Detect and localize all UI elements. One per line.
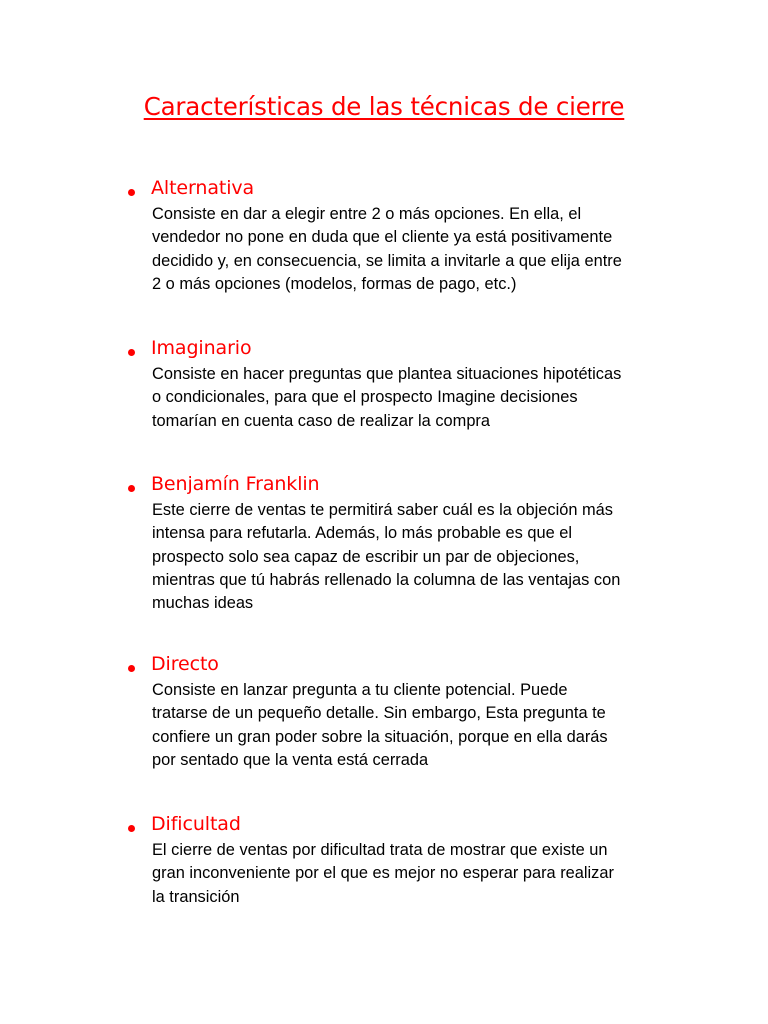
section-body: [152, 203, 672, 296]
body-line: Consiste en lanzar pregunta a tu cliente potencial. Puede: [152, 681, 568, 699]
section-body: [152, 679, 672, 772]
section-body: [152, 499, 672, 615]
body-line: El cierre de ventas por dificultad trata de mostrar que existe un: [152, 841, 608, 859]
body-line: 2 o más opciones (modelos, formas de pago, etc.): [152, 274, 517, 293]
section-heading: Alternativa: [151, 177, 255, 199]
bullet-icon: [128, 485, 135, 492]
section-body: [152, 839, 672, 909]
section-heading: Directo: [151, 653, 219, 675]
body-line: tomarían en cuenta caso de realizar la compra: [152, 411, 491, 430]
body-line: decidido y, en consecuencia, se limita a invitarle a que elija entre: [152, 251, 622, 270]
section-heading: Benjamín Franklin: [151, 473, 320, 495]
body-line: intensa para refutarla. Además, lo más probable es que el: [152, 524, 573, 543]
section-heading: Imaginario: [151, 337, 252, 359]
body-line: vendedor no pone en duda que el cliente ya está positivamente: [152, 228, 613, 247]
body-line: gran inconveniente por el que es mejor no esperar para realizar: [152, 864, 614, 883]
body-line: prospecto solo sea capaz de escribir un par de objeciones,: [152, 547, 580, 566]
body-line: mientras que tú habrás rellenado la columna de las ventajas con: [152, 570, 621, 589]
body-line: por sentado que la venta está cerrada: [152, 750, 429, 769]
body-line: la transición: [152, 887, 240, 906]
body-line: tratarse de un pequeño detalle. Sin embargo, Esta pregunta te: [152, 704, 606, 723]
body-line: Consiste en dar a elegir entre 2 o más opciones. En ella, el: [152, 205, 582, 223]
document-title: Características de las técnicas de cierre: [143, 92, 625, 121]
body-line: muchas ideas: [152, 594, 254, 613]
section-heading: Dificultad: [151, 813, 241, 835]
bullet-icon: [128, 189, 135, 196]
body-line: confiere un gran poder sobre la situación, porque en ella darás: [152, 727, 608, 746]
body-line: o condicionales, para que el prospecto Imagine decisiones: [152, 388, 578, 407]
bullet-icon: [128, 349, 135, 356]
bullet-icon: [128, 665, 135, 672]
section-body: [152, 363, 672, 433]
body-line: Consiste en hacer preguntas que plantea situaciones hipotéticas: [152, 365, 622, 383]
body-line: Este cierre de ventas te permitirá saber cuál es la objeción más: [152, 501, 613, 519]
bullet-icon: [128, 825, 135, 832]
